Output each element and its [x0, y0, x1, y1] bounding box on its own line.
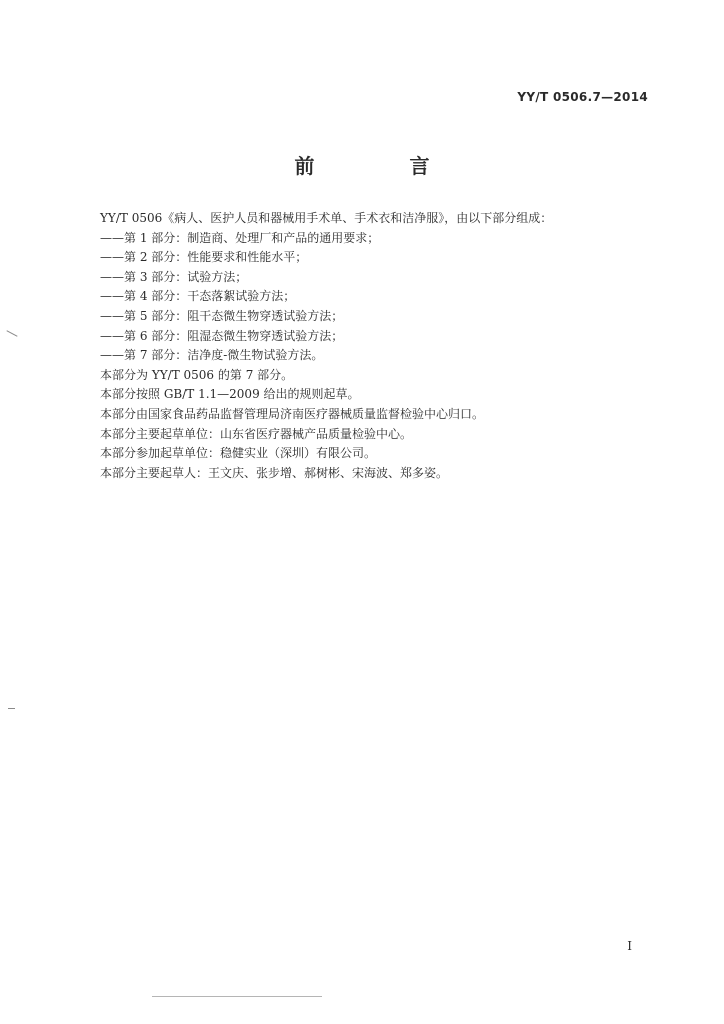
part-3-line: ——第 3 部分：试验方法；: [100, 269, 248, 284]
page-title: 前 言: [294, 154, 474, 178]
scan-mark-left-lower: [8, 708, 15, 709]
part-6-line: ——第 6 部分：阻湿态微生物穿透试验方法；: [100, 328, 344, 343]
part-1-line: ——第 1 部分：制造商、处理厂和产品的通用要求；: [100, 230, 380, 245]
part-5-line: ——第 5 部分：阻干态微生物穿透试验方法；: [100, 308, 344, 323]
preface-body: [100, 209, 660, 483]
main-drafters-line: 本部分主要起草人：王文庆、张步增、郝树彬、宋海波、郑多姿。: [100, 465, 449, 480]
main-drafting-unit-line: 本部分主要起草单位：山东省医疗器械产品质量检验中心。: [100, 426, 413, 441]
part-7-line: ——第 7 部分：洁净度-微生物试验方法。: [100, 348, 324, 363]
centralized-by-line: 本部分由国家食品药品监督管理局济南医疗器械质量监督检验中心归口。: [100, 406, 485, 421]
standard-code: YY/T 0506.7—2014: [517, 90, 648, 104]
part-4-line: ——第 4 部分：干态落絮试验方法；: [100, 289, 296, 304]
intro-line: YY/T 0506《病人、医护人员和器械用手术单、手术衣和洁净服》，由以下部分组成：: [100, 211, 553, 225]
part-statement-line: 本部分为 YY/T 0506 的第 7 部分。: [100, 367, 294, 382]
drafting-rules-line: 本部分按照 GB/T 1.1—2009 给出的规则起草。: [100, 387, 360, 402]
participating-unit-line: 本部分参加起草单位：稳健实业（深圳）有限公司。: [100, 446, 377, 461]
scan-mark-bottom-line: [152, 996, 322, 997]
page-number: I: [627, 939, 632, 953]
scan-mark-left-upper: [6, 330, 17, 337]
part-2-line: ——第 2 部分：性能要求和性能水平；: [100, 250, 308, 265]
